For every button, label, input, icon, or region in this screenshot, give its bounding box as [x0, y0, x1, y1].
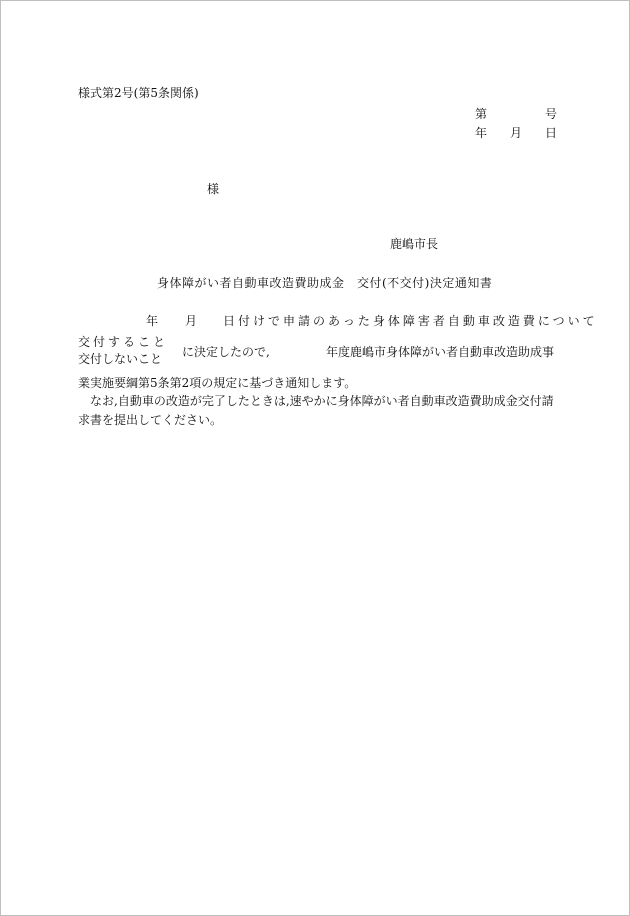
application-day-text: 日付けで申請のあった身体障害者自動車改造費について: [223, 314, 598, 328]
date-day-label: 日: [545, 126, 558, 140]
form-number-label: 様式第2号(第5条関係): [78, 86, 199, 100]
date-month-label: 月: [510, 126, 523, 140]
fiscal-program-text: 年度鹿嶋市身体障がい者自動車改造助成事: [326, 345, 555, 359]
document-title: 身体障がい者自動車改造費助成金 交付(不交付)決定通知書: [157, 276, 493, 290]
application-year-label: 年: [146, 314, 159, 328]
sender-name: 鹿嶋市長: [390, 237, 439, 251]
decision-text: に決定したので,: [182, 345, 270, 359]
date-year-label: 年: [475, 126, 488, 140]
option-deny-text: 交付しないこと: [78, 352, 163, 366]
document-number-prefix: 第: [475, 107, 488, 121]
document-number-suffix: 号: [545, 107, 558, 121]
completion-note-paragraph: なお,自動車の改造が完了したときは,速やかに身体障がい者自動車改造費助成金交付請求書を提出してください。: [78, 394, 554, 427]
application-month-label: 月: [185, 314, 198, 328]
regulation-basis-text: 業実施要綱第5条第2項の規定に基づき通知します。: [78, 376, 357, 390]
option-grant-text: 交付すること: [78, 335, 169, 349]
addressee-honorific: 様: [207, 182, 220, 196]
